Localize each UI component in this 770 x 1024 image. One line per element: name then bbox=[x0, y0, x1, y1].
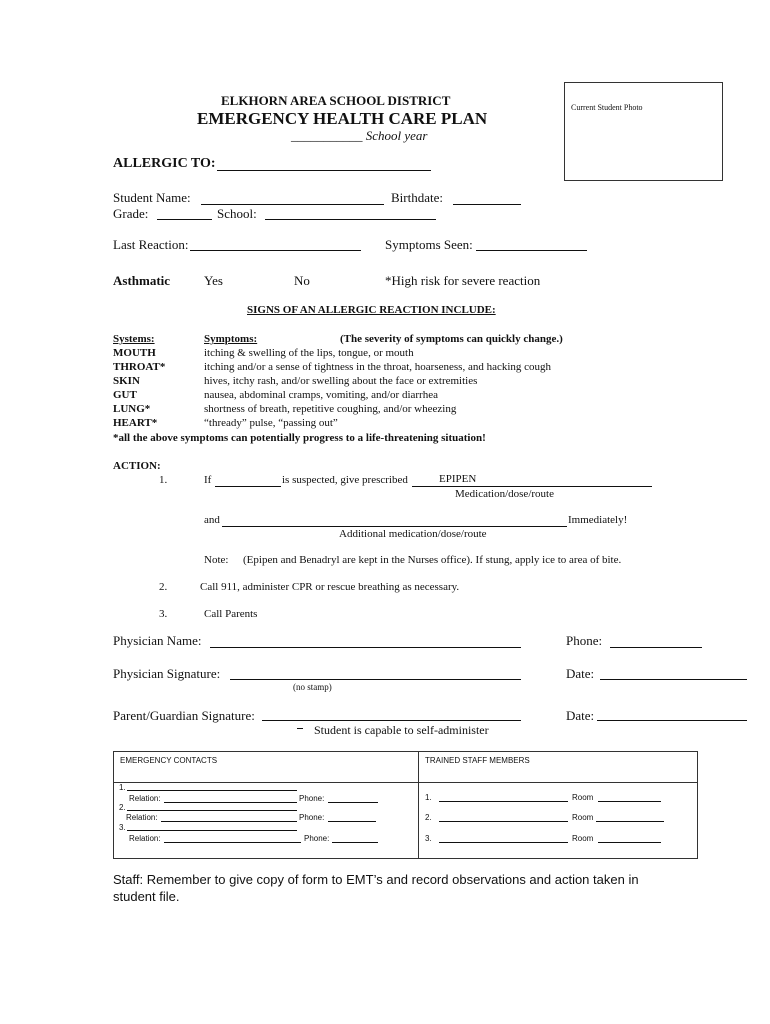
allergic-to-label: ALLERGIC TO: bbox=[113, 156, 216, 171]
contact2-phone-label: Phone: bbox=[299, 813, 325, 822]
contact3-phone-label: Phone: bbox=[304, 834, 330, 843]
action-heading: ACTION: bbox=[113, 460, 161, 472]
additional-caption: Additional medication/dose/route bbox=[339, 528, 487, 540]
contact3-phone-field[interactable] bbox=[332, 842, 378, 843]
symptom-gut: nausea, abdominal cramps, vomiting, and/or diarrhea bbox=[204, 389, 438, 401]
student-photo-box[interactable] bbox=[564, 82, 723, 181]
contact1-phone-label: Phone: bbox=[299, 794, 325, 803]
system-gut: GUT bbox=[113, 389, 137, 401]
note-label: Note: bbox=[204, 554, 229, 566]
school-field[interactable] bbox=[265, 219, 436, 220]
staff1-room-field[interactable] bbox=[598, 801, 661, 802]
physician-date-label: Date: bbox=[566, 666, 595, 681]
symptoms-seen-label: Symptoms Seen: bbox=[385, 237, 473, 252]
and-label: and bbox=[204, 514, 220, 526]
photo-label: Current Student Photo bbox=[571, 103, 643, 112]
high-risk-note: *High risk for severe reaction bbox=[385, 273, 541, 288]
severity-note: (The severity of symptoms can quickly change.) bbox=[340, 333, 563, 345]
immediately-label: Immediately! bbox=[568, 514, 628, 526]
no-stamp-note: (no stamp) bbox=[293, 682, 332, 692]
staff1-room-label: Room bbox=[572, 793, 594, 802]
asthmatic-yes[interactable]: Yes bbox=[204, 273, 223, 288]
trained-staff-header: TRAINED STAFF MEMBERS bbox=[425, 756, 530, 765]
form-title: EMERGENCY HEALTH CARE PLAN bbox=[197, 109, 488, 128]
student-name-field[interactable] bbox=[201, 204, 384, 205]
school-year-blank[interactable]: ___________ bbox=[291, 128, 363, 143]
medication-value: EPIPEN bbox=[439, 473, 477, 485]
staff3-room-field[interactable] bbox=[598, 842, 661, 843]
allergic-to-field[interactable] bbox=[217, 170, 431, 171]
contact3-name-field[interactable] bbox=[127, 830, 297, 831]
step2-text: Call 911, administer CPR or rescue breathing as necessary. bbox=[200, 581, 460, 593]
symptom-heart: “thready” pulse, “passing out” bbox=[204, 417, 338, 429]
note-text: (Epipen and Benadryl are kept in the Nurses office). If stung, apply ice to area of bite. bbox=[243, 554, 622, 566]
symptom-throat: itching and/or a sense of tightness in the throat, hoarseness, and hacking cough bbox=[204, 361, 552, 373]
staff2-room-field[interactable] bbox=[596, 821, 664, 822]
symptoms-seen-field[interactable] bbox=[476, 250, 587, 251]
parent-signature-label: Parent/Guardian Signature: bbox=[113, 708, 255, 723]
staff3-name-field[interactable] bbox=[439, 842, 568, 843]
contact3-number: 3. bbox=[119, 823, 126, 832]
staff2-number: 2. bbox=[425, 813, 432, 822]
contact2-relation-field[interactable] bbox=[161, 821, 297, 822]
asthmatic-label: Asthmatic bbox=[113, 273, 171, 288]
physician-name-label: Physician Name: bbox=[113, 633, 202, 648]
parent-signature-field[interactable] bbox=[262, 720, 521, 721]
symptom-lung: shortness of breath, repetitive coughing, and/or wheezing bbox=[204, 403, 457, 415]
contact2-name-field[interactable] bbox=[127, 810, 297, 811]
footer-line-1: Staff: Remember to give copy of form to EMT’s and record observations and action taken in bbox=[113, 872, 639, 887]
staff3-room-label: Room bbox=[572, 834, 594, 843]
parent-date-field[interactable] bbox=[597, 720, 747, 721]
contact2-relation-label: Relation: bbox=[126, 813, 158, 822]
grade-label: Grade: bbox=[113, 206, 149, 221]
contacts-header-divider bbox=[113, 782, 697, 783]
physician-phone-field[interactable] bbox=[610, 647, 702, 648]
school-year bbox=[291, 128, 427, 144]
physician-signature-field[interactable] bbox=[230, 679, 521, 680]
additional-medication-field[interactable] bbox=[222, 526, 567, 527]
step1-number: 1. bbox=[159, 474, 168, 486]
system-skin: SKIN bbox=[113, 375, 140, 387]
allergen-field[interactable] bbox=[215, 486, 281, 487]
student-name-label: Student Name: bbox=[113, 190, 191, 205]
physician-phone-label: Phone: bbox=[566, 633, 603, 648]
symptoms-header: Symptoms: bbox=[204, 333, 258, 345]
footer-line-2: student file. bbox=[113, 889, 180, 904]
system-lung: LUNG* bbox=[113, 403, 151, 415]
system-heart: HEART* bbox=[113, 417, 158, 429]
last-reaction-label: Last Reaction: bbox=[113, 237, 189, 252]
self-administer-checkbox[interactable] bbox=[297, 728, 303, 729]
contact1-number: 1. bbox=[119, 783, 126, 792]
physician-date-field[interactable] bbox=[600, 679, 747, 680]
birthdate-field[interactable] bbox=[453, 204, 521, 205]
contact3-relation-field[interactable] bbox=[164, 842, 301, 843]
step3-number: 3. bbox=[159, 608, 168, 620]
parent-date-label: Date: bbox=[566, 708, 595, 723]
medication-field[interactable] bbox=[412, 486, 652, 487]
birthdate-label: Birthdate: bbox=[391, 190, 443, 205]
school-year-label: School year bbox=[365, 128, 428, 143]
signs-heading: SIGNS OF AN ALLERGIC REACTION INCLUDE: bbox=[247, 304, 496, 316]
contact1-relation-label: Relation: bbox=[129, 794, 161, 803]
contact2-number: 2. bbox=[119, 803, 126, 812]
step2-number: 2. bbox=[159, 581, 168, 593]
staff2-name-field[interactable] bbox=[439, 821, 568, 822]
contact3-relation-label: Relation: bbox=[129, 834, 161, 843]
system-mouth: MOUTH bbox=[113, 347, 156, 359]
step1-if: If bbox=[204, 474, 212, 486]
last-reaction-field[interactable] bbox=[190, 250, 361, 251]
staff2-room-label: Room bbox=[572, 813, 594, 822]
systems-header: Systems: bbox=[113, 333, 155, 345]
step3-text: Call Parents bbox=[204, 608, 258, 620]
staff1-number: 1. bbox=[425, 793, 432, 802]
emergency-contacts-header: EMERGENCY CONTACTS bbox=[120, 756, 218, 765]
staff1-name-field[interactable] bbox=[439, 801, 568, 802]
physician-signature-label: Physician Signature: bbox=[113, 666, 221, 681]
contact1-relation-field[interactable] bbox=[164, 802, 297, 803]
symptom-mouth: itching & swelling of the lips, tongue, or mouth bbox=[204, 347, 414, 359]
progression-warning: *all the above symptoms can potentially progress to a life-threatening situation! bbox=[113, 432, 486, 444]
school-label: School: bbox=[217, 206, 257, 221]
grade-field[interactable] bbox=[157, 219, 212, 220]
contacts-column-divider bbox=[418, 751, 419, 858]
medication-caption: Medication/dose/route bbox=[455, 488, 554, 500]
contact1-phone-field[interactable] bbox=[328, 802, 378, 803]
self-administer-label: Student is capable to self-administer bbox=[314, 723, 489, 737]
staff3-number: 3. bbox=[425, 834, 432, 843]
district-name: ELKHORN AREA SCHOOL DISTRICT bbox=[221, 93, 451, 108]
symptom-skin: hives, itchy rash, and/or swelling about the face or extremities bbox=[204, 375, 478, 387]
contact2-phone-field[interactable] bbox=[328, 821, 376, 822]
system-throat: THROAT* bbox=[113, 361, 166, 373]
contact1-name-field[interactable] bbox=[127, 790, 297, 791]
asthmatic-no[interactable]: No bbox=[294, 273, 310, 288]
step1-suspected: is suspected, give prescribed bbox=[282, 474, 408, 486]
physician-name-field[interactable] bbox=[210, 647, 521, 648]
